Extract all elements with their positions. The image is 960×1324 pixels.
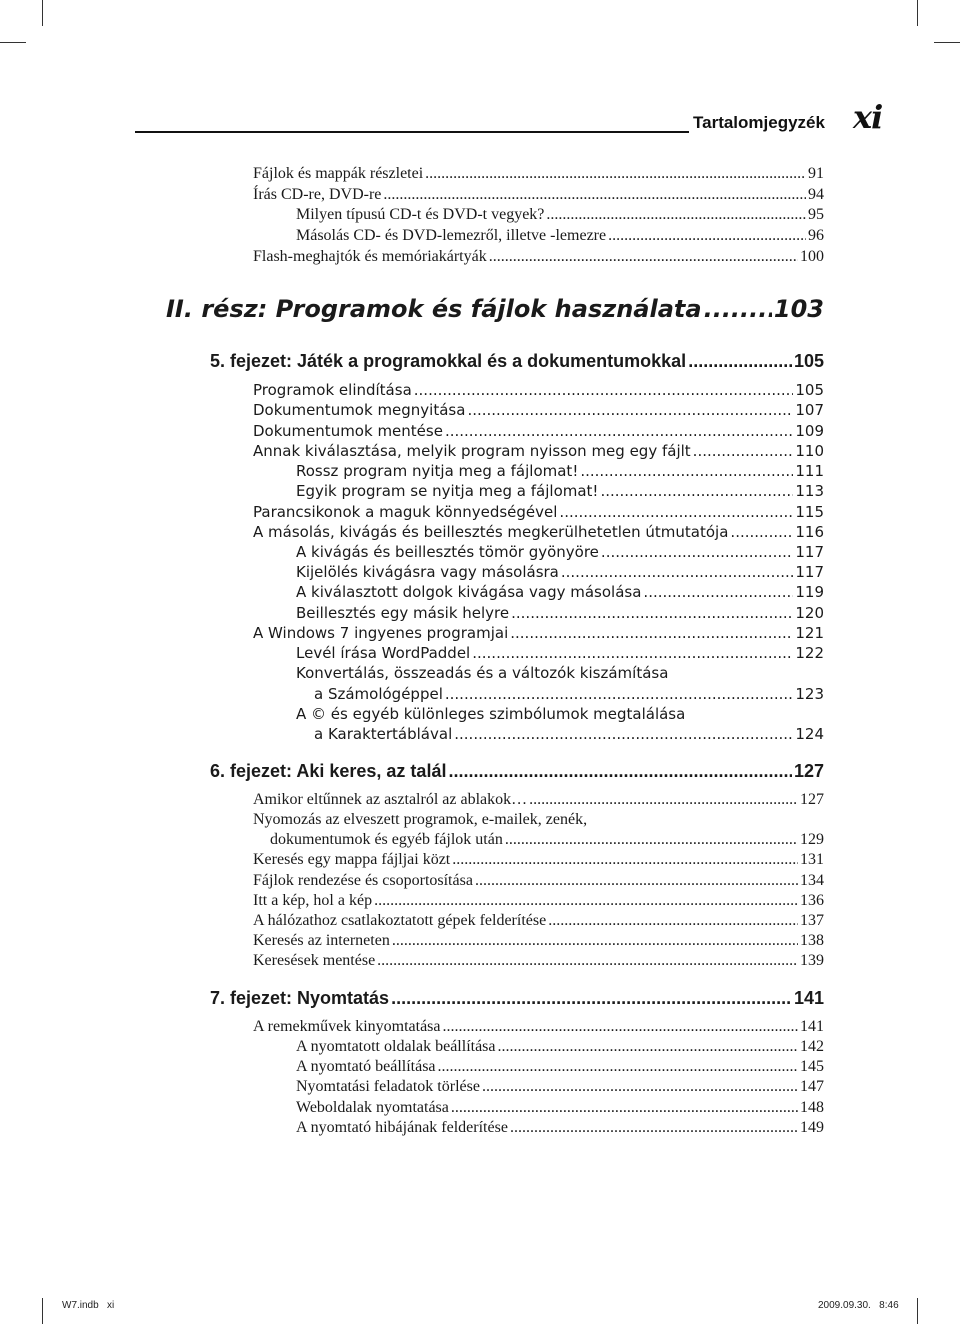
toc-entry: Flash-meghajtók és memóriakártyák ..... 100 [253,248,824,266]
toc-entry: dokumentumok és egyéb fájlok után ..... 129 [270,831,824,849]
toc-entry: A másolás, kivágás és beillesztés megkerülhetetlen útmutatója ..... 116 [253,523,824,541]
toc-entry: Keresések mentése ..... 139 [253,952,824,970]
toc-entry: a Karaktertáblával ..... 124 [314,725,824,743]
toc-entry: Nyomtatási feladatok törlése ..... 147 [296,1078,824,1096]
toc-entry: Amikor eltűnnek az asztalról az ablakok… ..... 127 [253,791,824,809]
running-header-title: Tartalomjegyzék [693,113,825,132]
print-footer-timestamp: 2009.09.30. 8:46 [818,1300,899,1311]
toc-entry: Keresés egy mappa fájljai közt ..... 131 [253,851,824,869]
toc-entry: Programok elindítása ..... 105 [253,381,824,399]
toc-entry: Parancsikonok a maguk könnyedségével ..... 115 [253,503,824,521]
toc-entry: Fájlok és mappák részletei ..... 91 [253,165,824,183]
toc-entry: A kiválasztott dolgok kivágása vagy másolása ..... 119 [296,583,824,601]
toc-entry: Egyik program se nyitja meg a fájlomat! ..... 113 [296,482,824,500]
toc-entry: Annak kiválasztása, melyik program nyisson meg egy fájlt ..... 110 [253,442,824,460]
toc-entry: Írás CD-re, DVD-re ..... 94 [253,186,824,204]
toc-entry-line1: Konvertálás, összeadás és a változók kiszámítása [296,664,669,682]
toc-entry: A nyomtató hibájának felderítése ..... 149 [296,1119,824,1137]
page-number: xi [853,98,883,136]
toc-entry: A remekművek kinyomtatása ..... 141 [253,1018,824,1036]
toc-entry: a Számológéppel ..... 123 [314,685,824,703]
toc-entry: Másolás CD- és DVD-lemezről, illetve -lemezre ..... 96 [296,227,824,245]
toc-entry: Levél írása WordPaddel ..... 122 [296,644,824,662]
toc-entry: A hálózathoz csatlakoztatott gépek felderítése ..... 137 [253,912,824,930]
toc-entry: Weboldalak nyomtatása ..... 148 [296,1099,824,1117]
toc-entry: Fájlok rendezése és csoportosítása ..... 134 [253,872,824,890]
toc-entry: Keresés az interneten ..... 138 [253,932,824,950]
chapter-heading: 5. fejezet: Játék a programokkal és a dokumentumokkal ..... 105 [210,351,824,372]
toc-entry: A nyomtató beállítása ..... 145 [296,1058,824,1076]
toc-entry: A nyomtatott oldalak beállítása ..... 142 [296,1038,824,1056]
toc-entry: Milyen típusú CD-t és DVD-t vegyek? ..... 95 [296,206,824,224]
toc-entry: Kijelölés kivágásra vagy másolásra ..... 117 [296,563,824,581]
toc-entry-line1: Nyomozás az elveszett programok, e-mailek, zenék, [253,811,588,828]
toc-entry-line1: A © és egyéb különleges szimbólumok megtalálása [296,705,686,723]
chapter-heading: 6. fejezet: Aki keres, az talál ..... 127 [210,761,824,782]
toc-entry: A kivágás és beillesztés tömör gyönyöre ..... 117 [296,543,824,561]
toc-entry: Rossz program nyitja meg a fájlomat! ..... 111 [296,462,824,480]
toc-entry: Itt a kép, hol a kép ..... 136 [253,892,824,910]
toc-entry: Dokumentumok megnyitása ..... 107 [253,401,824,419]
toc-entry: Beillesztés egy másik helyre ..... 120 [296,604,824,622]
chapter-heading: 7. fejezet: Nyomtatás ..... 141 [210,988,824,1009]
toc-entry: A Windows 7 ingyenes programjai ..... 121 [253,624,824,642]
print-footer-file: W7.indb xi [62,1300,115,1311]
toc-entry: Dokumentumok mentése ..... 109 [253,422,824,440]
part-heading: II. rész: Programok és fájlok használata ..... 103 [166,295,824,323]
